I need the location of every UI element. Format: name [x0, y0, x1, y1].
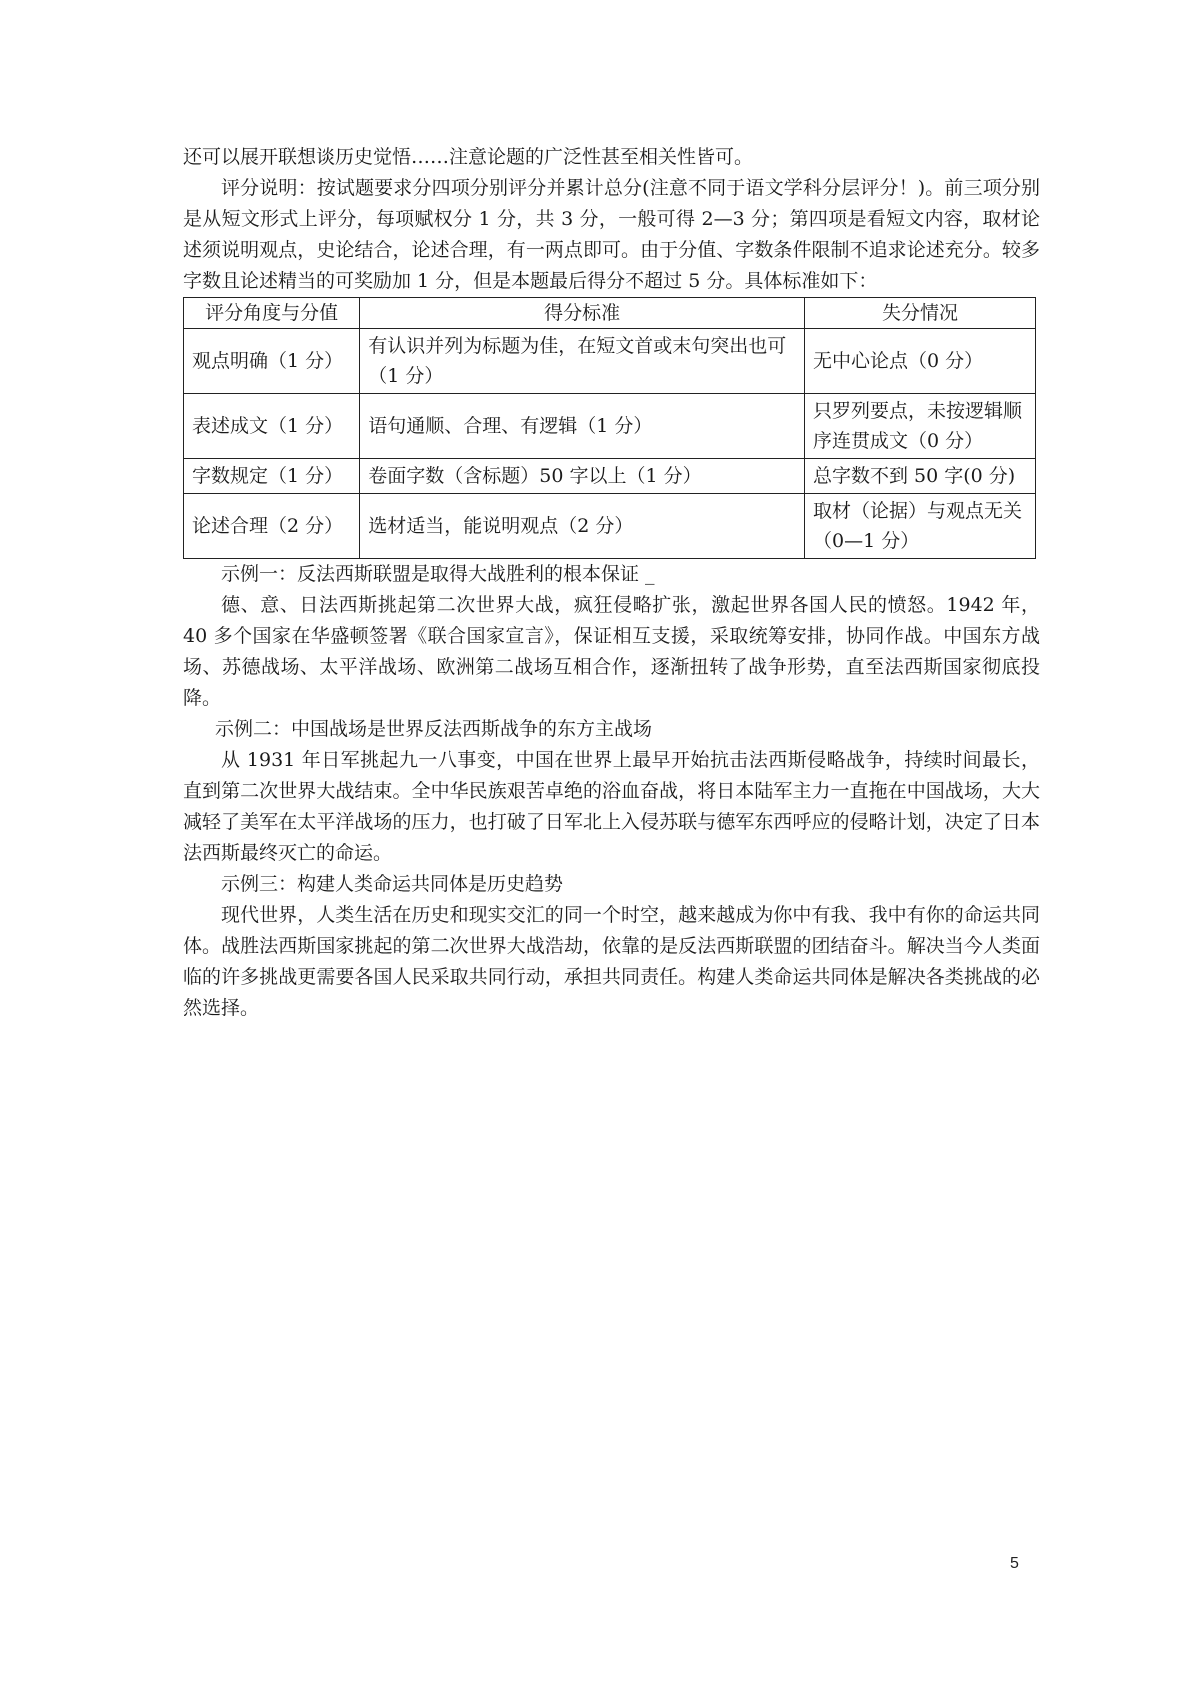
- example2-body: 从 1931 年日军挑起九一八事变，中国在世界上最早开始抗击法西斯侵略战争，持续时间最长，直到第二次世界大战结束。全中华民族艰苦卓绝的浴血奋战，将日本陆军主力一直拖在中国战场，大大减轻了美军在太平洋战场的压力，也打破了日军北上入侵苏联与德军东西呼应的侵略计划，决定了日本法西斯最终灭亡的命运。: [183, 749, 1040, 864]
- cell-angle: 表述成文（1 分）: [184, 394, 360, 459]
- scoring-note: 评分说明：按试题要求分四项分别评分并累计总分(注意不同于语文学科分层评分！)。前三项分别是从短文形式上评分，每项赋权分 1 分，共 3 分，一般可得 2—3 分；第四项是看短文内容，取材论述须说明观点，史论结合，论述合理，有一两点即可。由于分值、字数条件限制不追求论述充分。较多字数且论述精当的可奖励加 1 分，但是本题最后得分不超过 5 分。具体标准如下：: [183, 177, 1040, 292]
- header-angle: 评分角度与分值: [184, 298, 360, 329]
- cell-lose: 总字数不到 50 字(0 分): [805, 459, 1036, 494]
- example3-body: 现代世界，人类生活在历史和现实交汇的同一个时空，越来越成为你中有我、我中有你的命运共同体。战胜法西斯国家挑起的第二次世界大战浩劫，依靠的是反法西斯联盟的团结奋斗。解决当今人类面临的许多挑战更需要各国人民采取共同行动，承担共同责任。构建人类命运共同体是解决各类挑战的必然选择。: [183, 904, 1040, 1019]
- header-standard: 得分标准: [360, 298, 805, 329]
- cell-angle: 论述合理（2 分）: [184, 494, 360, 559]
- cell-angle: 观点明确（1 分）: [184, 329, 360, 394]
- example1-title: 示例一：反法西斯联盟是取得大战胜利的根本保证 _: [221, 563, 655, 585]
- cell-standard: 语句通顺、合理、有逻辑（1 分）: [360, 394, 805, 459]
- table-header-row: [184, 298, 1036, 329]
- example2-title: 示例二：中国战场是世界反法西斯战争的东方主战场: [215, 718, 653, 740]
- cell-lose: 无中心论点（0 分）: [805, 329, 1036, 394]
- cell-standard: 卷面字数（含标题）50 字以上（1 分）: [360, 459, 805, 494]
- example3-title: 示例三：构建人类命运共同体是历史趋势: [221, 873, 564, 895]
- table-row: [184, 494, 1036, 559]
- table-row: [184, 459, 1036, 494]
- cell-standard: 有认识并列为标题为佳，在短文首或末句突出也可（1 分）: [360, 329, 805, 394]
- cell-lose: 只罗列要点，未按逻辑顺序连贯成文（0 分）: [805, 394, 1036, 459]
- scoring-table: [183, 297, 1036, 559]
- example1-body: 德、意、日法西斯挑起第二次世界大战，疯狂侵略扩张，激起世界各国人民的愤怒。1942 年，40 多个国家在华盛顿签署《联合国家宣言》，保证相互支援，采取统筹安排，协同作战。中国东方战场、苏德战场、太平洋战场、欧洲第二战场互相合作，逐渐扭转了战争形势，直至法西斯国家彻底投降。: [183, 594, 1040, 709]
- header-lose: 失分情况: [805, 298, 1036, 329]
- cell-standard: 选材适当，能说明观点（2 分）: [360, 494, 805, 559]
- page-number: 5: [1010, 1555, 1019, 1572]
- cell-angle: 字数规定（1 分）: [184, 459, 360, 494]
- page-content: [183, 142, 1040, 1024]
- table-row: [184, 329, 1036, 394]
- intro-line: 还可以展开联想谈历史觉悟……注意论题的广泛性甚至相关性皆可。: [183, 146, 754, 168]
- cell-lose: 取材（论据）与观点无关（0—1 分）: [805, 494, 1036, 559]
- table-row: [184, 394, 1036, 459]
